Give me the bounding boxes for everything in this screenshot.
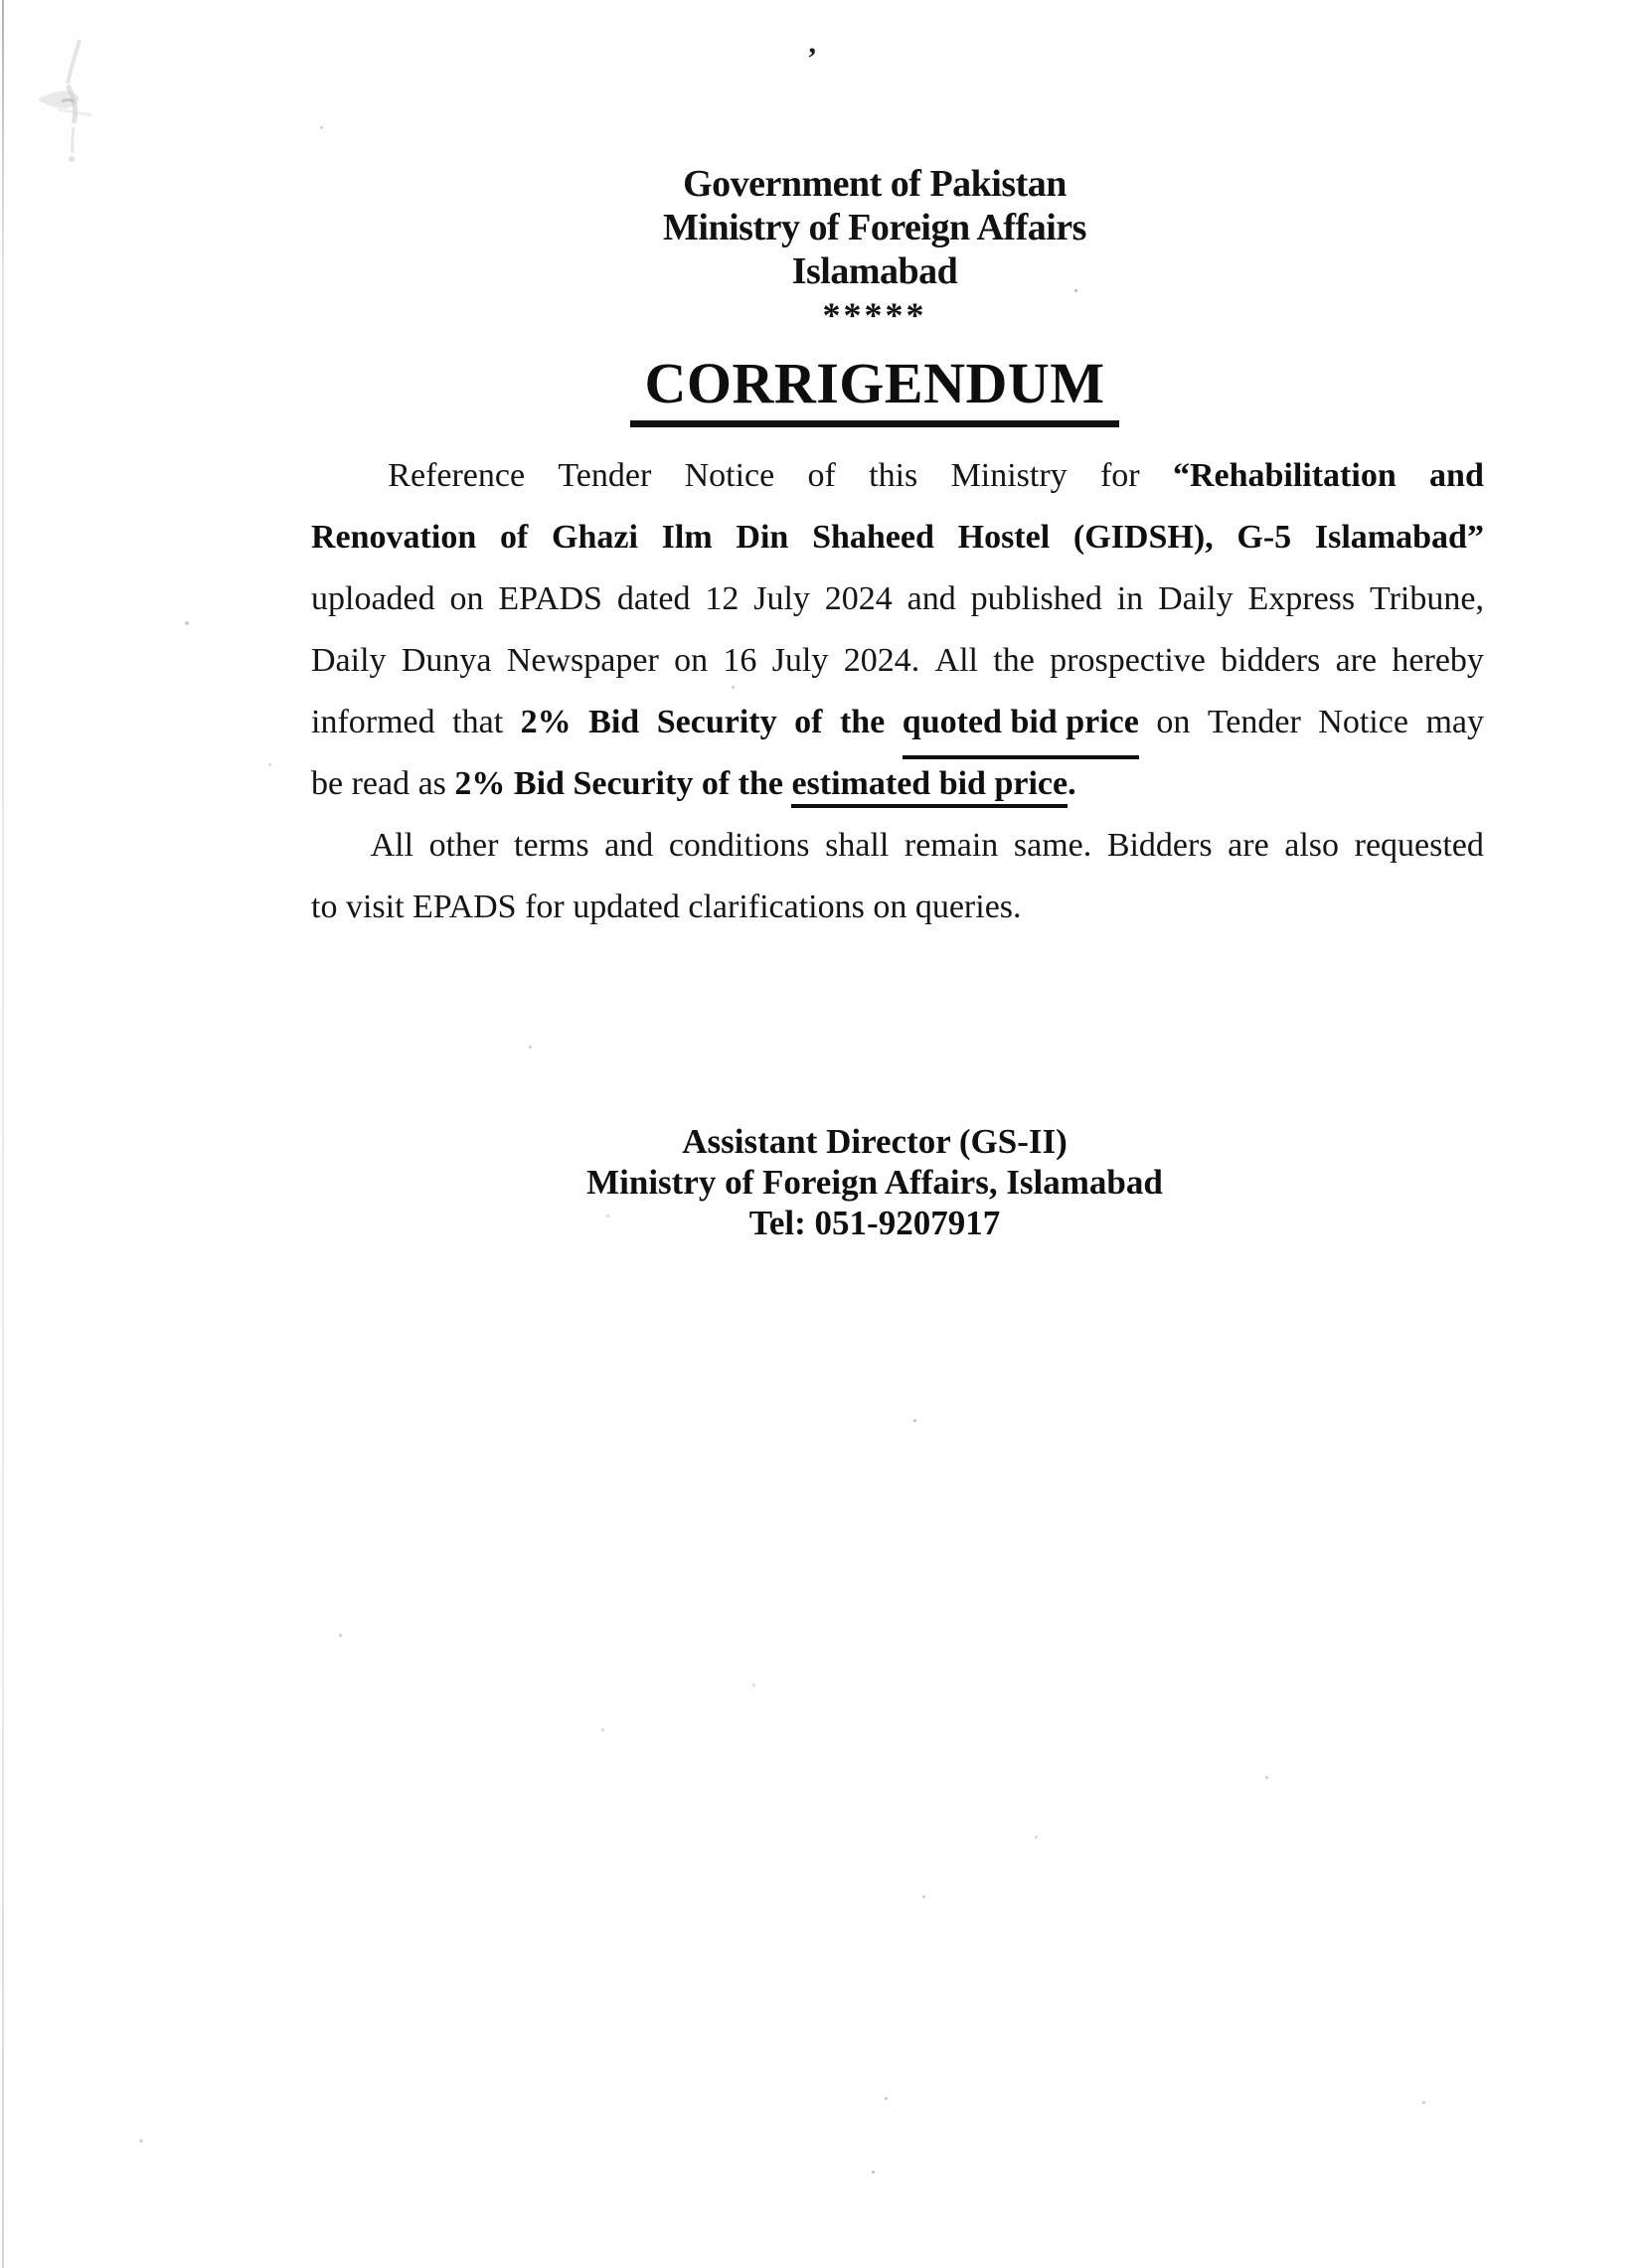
scan-speck (913, 1419, 916, 1422)
body-text-run: All (370, 827, 414, 864)
body-text-run: July (753, 580, 810, 617)
body-text-run: All (934, 642, 978, 679)
body-text-run: Bidders (1106, 827, 1213, 864)
body-text-run: 2024. (843, 642, 920, 679)
body-text-run: also (1284, 827, 1340, 864)
scan-speck (922, 1895, 925, 1898)
body-text-run: are (1335, 642, 1378, 679)
body-line (311, 877, 1484, 938)
body-text-run: to visit EPADS for updated clarifications on queries. (311, 889, 1022, 925)
body-text-run: of (499, 519, 529, 556)
ink-apostrophe-mark: ’ (807, 42, 817, 75)
scan-speck (885, 2097, 888, 2100)
body-text-run: same. (1013, 827, 1092, 864)
body-text-run: “Rehabilitation (1172, 457, 1397, 494)
body-text-run: in (1116, 580, 1144, 617)
body-text-run: informed (311, 704, 435, 740)
body-text-run: dated (616, 580, 691, 617)
body-text-run: on (1156, 704, 1191, 740)
body-text-run: published (970, 580, 1102, 617)
pencil-smudge-mark (22, 36, 125, 163)
body-text-run: Daily (1158, 580, 1234, 617)
body-text-run: Hostel (957, 519, 1051, 556)
body-text-run: on (674, 642, 709, 679)
body-text-run: this (869, 457, 918, 494)
body-text-run: conditions (668, 827, 810, 864)
body-text-run: 2% (520, 704, 572, 740)
scan-speck (139, 2139, 143, 2143)
body-text-run: are (1228, 827, 1269, 864)
title-row (288, 352, 1461, 427)
body-text-run: Ministry (950, 457, 1068, 494)
letterhead-asterisk-rule: ***** (822, 295, 927, 335)
body-text-run: Ilm (661, 519, 713, 556)
scan-speck (339, 1634, 342, 1637)
body-text-run: . (1068, 765, 1076, 802)
body-text-run: Dunya (401, 642, 492, 679)
body-text-run: Bid (588, 704, 640, 740)
body-text-run: be read as (311, 765, 455, 802)
body-text-run: EPADS (498, 580, 602, 617)
body-text-run: Tender (558, 457, 652, 494)
letterhead-ministry-line: Ministry of Foreign Affairs (663, 207, 1086, 248)
body-text-run: prospective (1050, 642, 1206, 679)
body-line (311, 507, 1484, 568)
body-text-run: Security (656, 704, 777, 740)
body-text-run: and (1429, 457, 1484, 494)
body-text-run: on (449, 580, 484, 617)
body-text-run: Notice (1318, 704, 1408, 740)
scan-speck (1035, 1836, 1038, 1839)
body-text-run: of (807, 457, 836, 494)
body-text-run: and (604, 827, 654, 864)
body-text-run: estimated bid price (791, 765, 1068, 808)
body-line (311, 815, 1484, 877)
body-line (311, 568, 1484, 630)
body-text-run: bidders (1221, 642, 1321, 679)
scan-speck (872, 2171, 875, 2174)
scan-speck (320, 126, 323, 129)
body-text-run: quoted bid price (903, 692, 1139, 759)
body-text-run: Newspaper (506, 642, 659, 679)
body-text-run: hereby (1392, 642, 1484, 679)
body-text-run: the (993, 642, 1035, 679)
body-text-run: Din (736, 519, 789, 556)
body-text-run: that (452, 704, 504, 740)
letterhead-city-line: Islamabad (791, 250, 958, 292)
body-text-run: Tender (1207, 704, 1301, 740)
body-text-run: terms (514, 827, 589, 864)
body-text-run: Tribune, (1370, 580, 1484, 617)
letterhead (288, 162, 1461, 337)
scan-speck (1074, 289, 1077, 292)
body-text-run: Reference (388, 457, 526, 494)
scan-speck (185, 621, 189, 625)
body-text-run: Express (1247, 580, 1356, 617)
body-line (311, 630, 1484, 692)
scan-speck (732, 686, 735, 689)
body-line (311, 692, 1484, 753)
body-text-run: of (794, 704, 823, 740)
body-text-run: Shaheed (812, 519, 934, 556)
body-text-run: and (906, 580, 956, 617)
body-line (311, 753, 1484, 815)
body-text-run: other (428, 827, 499, 864)
body-text-run: 2% Bid Security of the (454, 765, 792, 802)
body-text-run: Islamabad” (1314, 519, 1484, 556)
body-text-run: Daily (311, 642, 387, 679)
scan-speck (529, 1046, 532, 1049)
body-text-run: July (771, 642, 829, 679)
body-text-run: remain (904, 827, 999, 864)
body-text-run: 16 (723, 642, 757, 679)
document-title: CORRIGENDUM (630, 352, 1118, 427)
scan-speck (606, 1215, 609, 1217)
scan-speck (601, 1728, 604, 1731)
body-text-run: uploaded (311, 580, 435, 617)
body-text-run: (GIDSH), (1072, 519, 1214, 556)
body-text-run: Ghazi (552, 519, 638, 556)
body-paragraphs (311, 445, 1484, 938)
scan-speck (752, 1684, 755, 1687)
body-text-run: Notice (684, 457, 775, 494)
body-text-run: may (1425, 704, 1484, 740)
body-text-run: 2024 (824, 580, 893, 617)
body-text-run: shall (825, 827, 890, 864)
body-line (311, 445, 1484, 507)
letterhead-government-line: Government of Pakistan (683, 163, 1067, 205)
body-text-run: 12 (705, 580, 740, 617)
body-text-run: for (1099, 457, 1140, 494)
signature-designation: Assistant Director (GS-II) (682, 1122, 1068, 1161)
signature-telephone: Tel: 051-9207917 (748, 1204, 1001, 1242)
signature-block (288, 1121, 1461, 1243)
scanner-edge-line (2, 0, 4, 2268)
scan-speck (1265, 1776, 1268, 1779)
body-text-run: requested (1354, 827, 1484, 864)
body-text-run: the (839, 704, 886, 740)
body-text-run: Renovation (311, 519, 477, 556)
scan-speck (268, 763, 271, 766)
scan-speck (1422, 2101, 1425, 2104)
body-text-run: G-5 (1236, 519, 1292, 556)
signature-office: Ministry of Foreign Affairs, Islamabad (586, 1163, 1163, 1202)
